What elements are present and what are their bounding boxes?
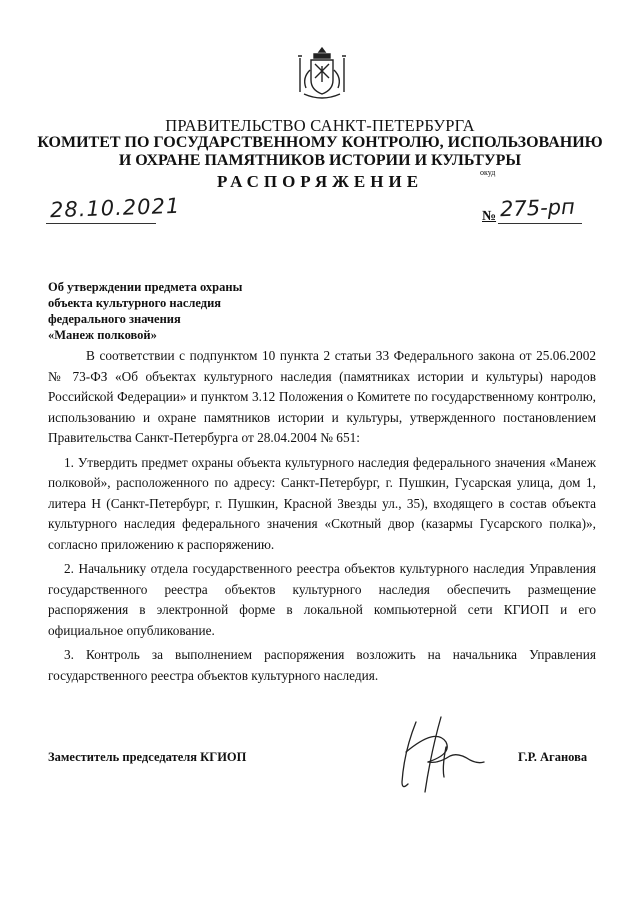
okud-label: окуд — [480, 168, 496, 177]
document-body — [48, 346, 596, 690]
number-sign: № — [482, 209, 497, 224]
subject-line: «Манеж полковой» — [48, 328, 157, 342]
number-underline — [498, 223, 582, 224]
document-subject — [48, 279, 242, 343]
committee-name-line2: И ОХРАНЕ ПАМЯТНИКОВ ИСТОРИИ И КУЛЬТУРЫ — [118, 152, 522, 169]
handwritten-number: 275-рп — [499, 194, 576, 222]
subject-line: федерального значения — [48, 312, 181, 326]
clause-1: 1. Утвердить предмет охраны объекта культурного наследия федерального значения «Манеж полковой», расположенного по адресу: Санкт-Петербург, г. Пушкин, Гусарская улица, дом 1, литера Н (Санкт-Петербург, г. Пушкин, Красной Звезды ул., 35), входящего в состав объекта культурного наследия федерального значения «Скотный двор (казармы Гусарского полка)», согласно приложению к распоряжению. — [48, 454, 596, 552]
committee-name-line1: КОМИТЕТ ПО ГОСУДАРСТВЕННОМУ КОНТРОЛЮ, ИСПОЛЬЗОВАНИЮ — [37, 134, 603, 151]
preamble-paragraph: В соответствии с подпунктом 10 пункта 2 статьи 33 Федерального закона от 25.06.2002 № 73-ФЗ «Об объектах культурного наследия (памятниках истории и культуры) народов Российской Федерации» и пунктом 3.12 Положения о Комитете по государственному контролю, использованию и охране памятников истории и культуры, утвержденного постановлением Правительства Санкт-Петербурга от 28.04.2004 № 651: — [48, 348, 596, 445]
signatory-name: Г.Р. Аганова — [518, 750, 588, 764]
signatory-title: Заместитель председателя КГИОП — [48, 750, 247, 764]
clause-2: 2. Начальнику отдела государственного реестра объектов культурного наследия Управления государственного реестра объектов культурного наследия обеспечить размещение распоряжения в электронной форме в локальной компьютерной сети КГИОП и его официальное опубликование. — [48, 561, 596, 638]
government-name: ПРАВИТЕЛЬСТВО САНКТ-ПЕТЕРБУРГА — [165, 116, 475, 135]
clause-3: 3. Контроль за выполнением распоряжения возложить на начальника Управления государственного реестра объектов культурного наследия. — [48, 647, 596, 683]
coat-of-arms-emblem — [294, 44, 350, 102]
handwritten-date: 28.10.2021 — [49, 193, 181, 223]
committee-name — [0, 134, 640, 170]
date-underline — [46, 223, 156, 224]
subject-line: Об утверждении предмета охраны — [48, 280, 243, 294]
document-type: РАСПОРЯЖЕНИЕ — [216, 172, 424, 191]
subject-line: объекта культурного наследия — [48, 296, 222, 310]
handwritten-signature — [386, 712, 486, 802]
